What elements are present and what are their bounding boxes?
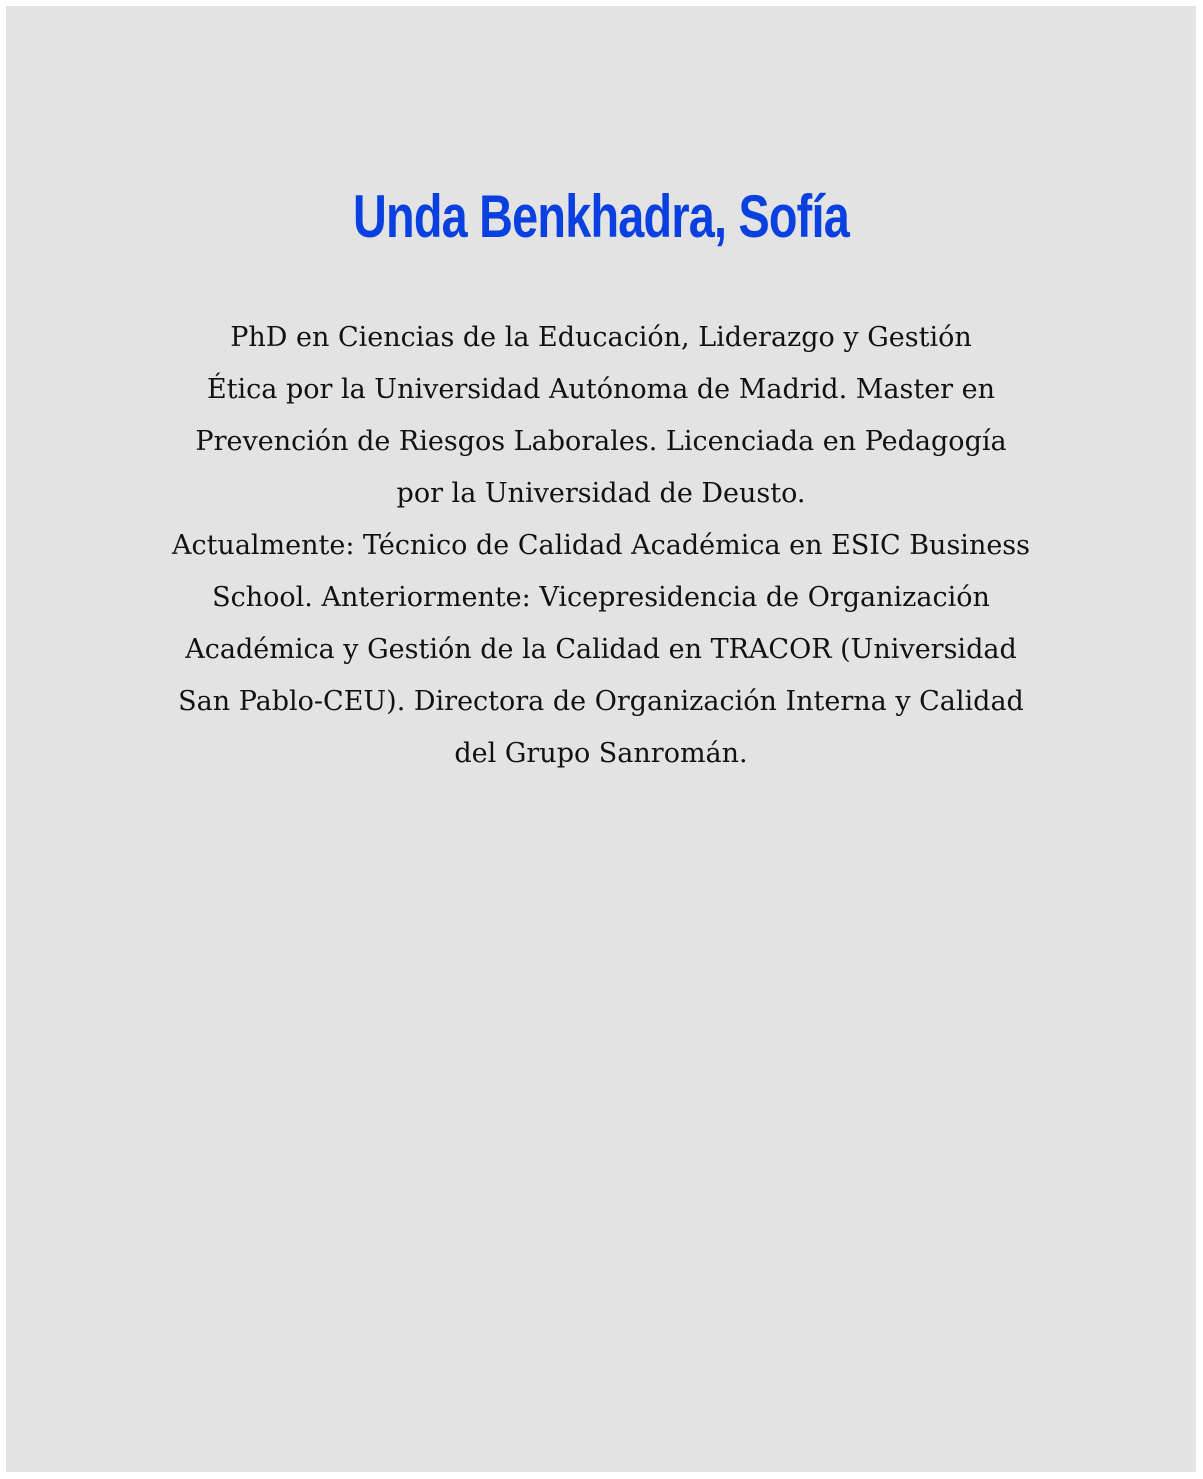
bio-line: Académica y Gestión de la Calidad en TRACOR (Universidad <box>185 634 1017 665</box>
bio-line: Actualmente: Técnico de Calidad Académica en ESIC Business <box>171 530 1031 561</box>
bio-line: del Grupo Sanromán. <box>454 738 748 769</box>
profile-card <box>6 6 1196 1472</box>
bio-line: PhD en Ciencias de la Educación, Liderazgo y Gestión <box>230 322 972 353</box>
person-name: Unda Benkhadra, Sofía <box>353 183 849 250</box>
biography <box>96 312 1106 780</box>
bio-line: Ética por la Universidad Autónoma de Madrid. Master en <box>206 374 996 405</box>
bio-line: School. Anteriormente: Vicepresidencia de Organización <box>212 582 990 613</box>
bio-line: Prevención de Riesgos Laborales. Licenciada en Pedagogía <box>195 426 1007 457</box>
bio-line: por la Universidad de Deusto. <box>396 478 806 509</box>
bio-line: San Pablo-CEU). Directora de Organización Interna y Calidad <box>178 686 1024 717</box>
